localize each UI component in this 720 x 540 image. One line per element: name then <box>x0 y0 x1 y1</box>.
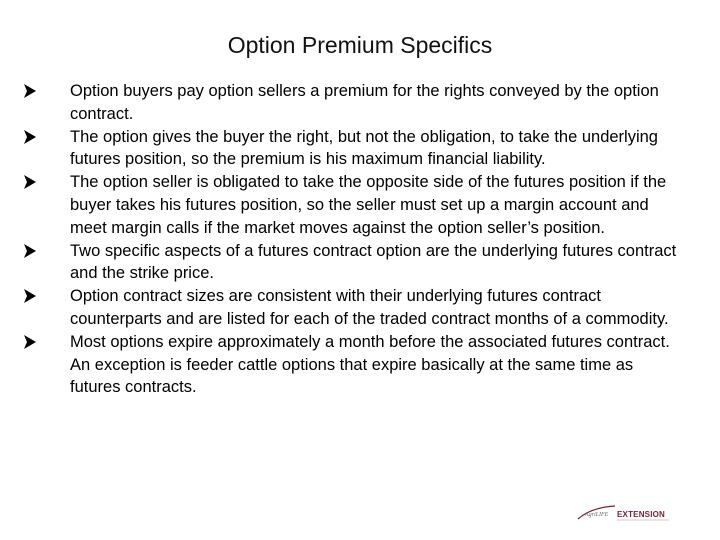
agrilife-extension-logo <box>575 503 675 527</box>
bullet-text: Option buyers pay option sellers a premium for the rights conveyed by the option contract. <box>70 82 659 123</box>
logo-text-agrilife: AgriLIFE <box>585 512 609 518</box>
bullet-item <box>22 285 687 331</box>
bullet-item <box>22 80 687 126</box>
bullet-text: The option gives the buyer the right, but not the obligation, to take the underlying futures position, so the premium is his maximum financial liability. <box>70 127 658 169</box>
bullet-text: Most options expire approximately a month before the associated futures contract. An exception is feeder cattle options that expire basically at the same time as futures contracts. <box>70 332 670 397</box>
arrow-bullet-icon <box>22 174 38 190</box>
arrow-bullet-icon <box>22 334 38 350</box>
arrow-bullet-icon <box>22 288 38 304</box>
slide-title: Option Premium Specifics <box>227 32 493 58</box>
bullet-item <box>22 240 687 286</box>
logo-text-extension: EXTENSION <box>617 510 666 519</box>
bullet-item <box>22 126 687 172</box>
bullet-item <box>22 331 687 399</box>
arrow-bullet-icon <box>22 129 38 145</box>
bullet-text: Two specific aspects of a futures contract option are the underlying futures contract and the strike price. <box>70 241 677 283</box>
bullet-text: Option contract sizes are consistent with their underlying futures contract counterparts and are listed for each of the traded contract months of a commodity. <box>70 287 669 328</box>
bullet-text: The option seller is obligated to take the opposite side of the futures position if the buyer takes his futures position, so the seller must set up a margin account and meet margin calls if the market moves against the option seller’s position. <box>70 173 667 237</box>
arrow-bullet-icon <box>22 83 38 99</box>
bullet-list <box>22 80 687 399</box>
bullet-item <box>22 171 687 239</box>
arrow-bullet-icon <box>22 243 38 259</box>
